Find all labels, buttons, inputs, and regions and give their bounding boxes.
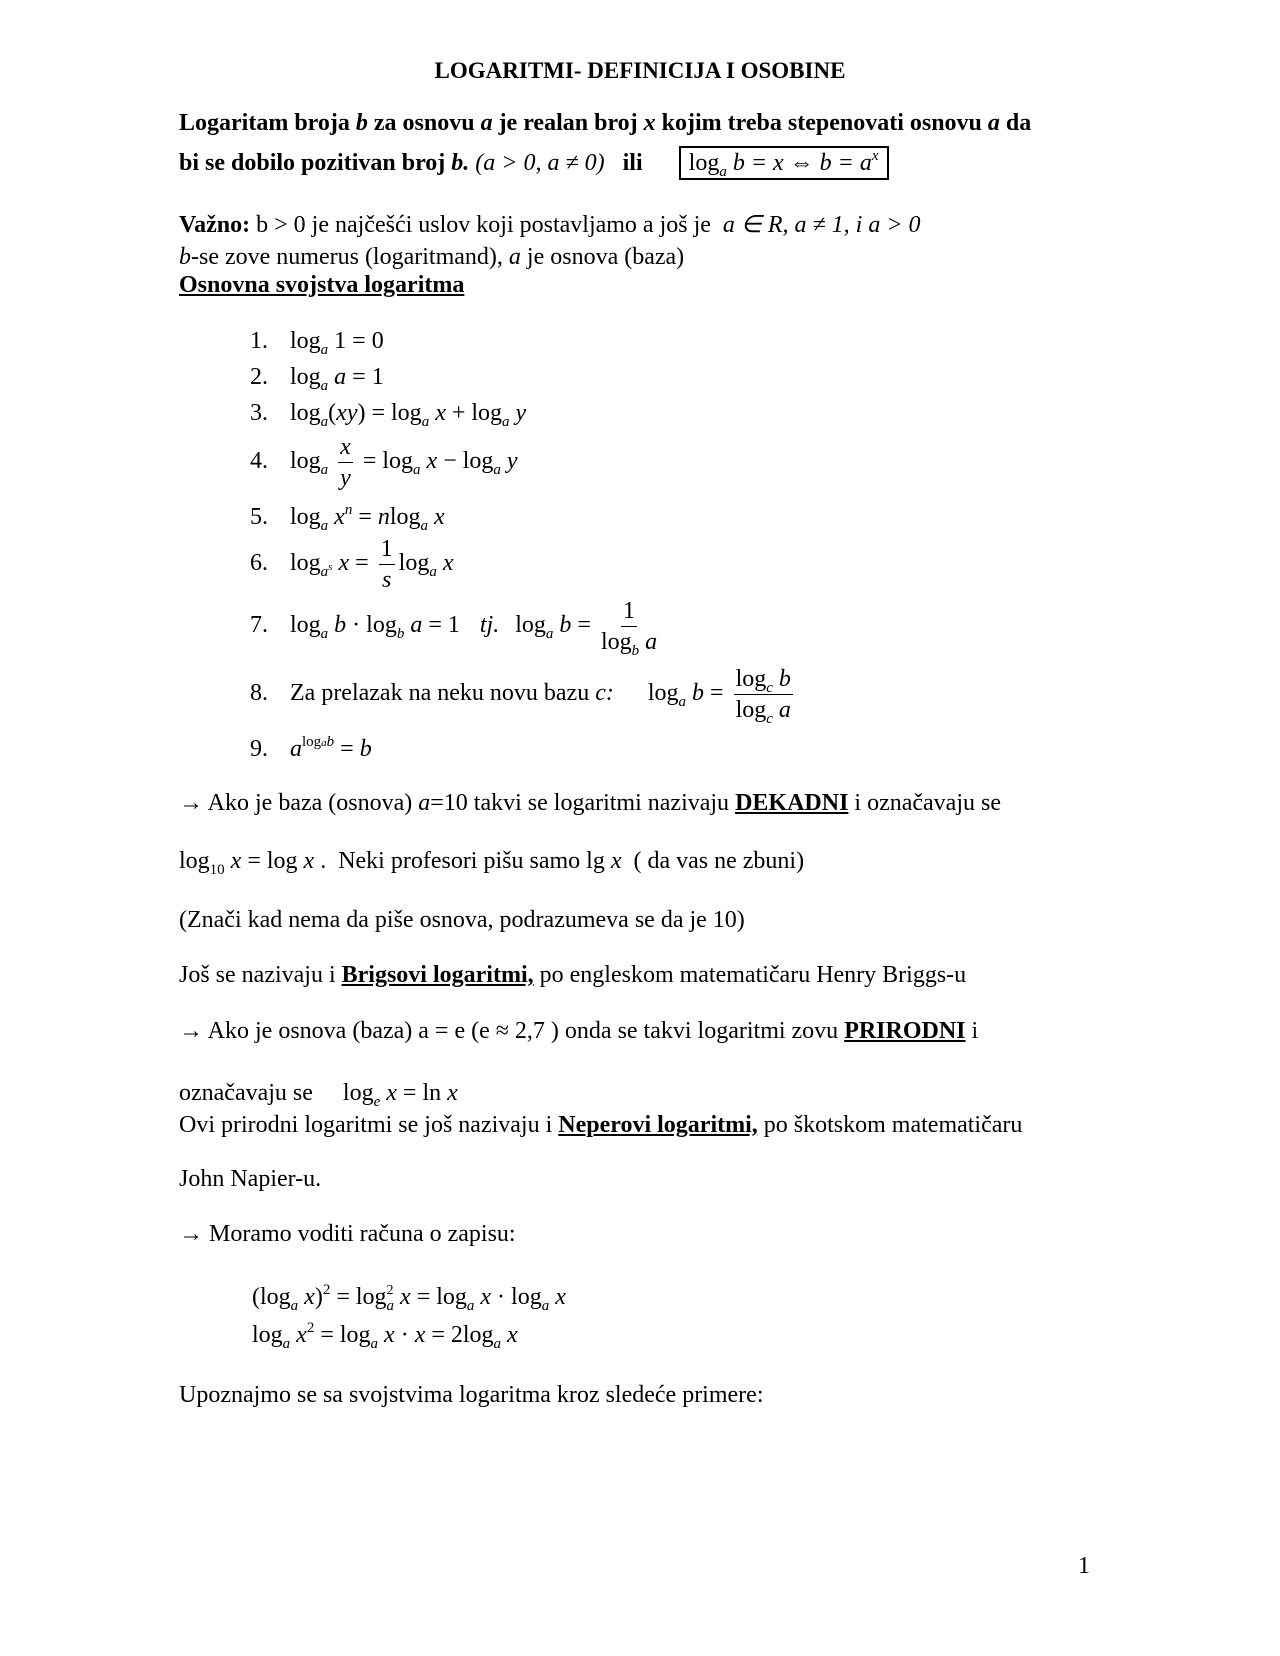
definition-line-2: bi se dobilo pozitivan broj b. (a > 0, a ≠ 0) ili $\log_a b = x$ ⇔ $b = a^x$: [179, 146, 889, 180]
section-heading: Osnovna svojstva logaritma: [179, 272, 465, 298]
dekadni-note: (Znači kad nema da piše osnova, podrazumeva se da je 10): [179, 907, 745, 933]
definition-line-1: Logaritam broja b za osnovu a je realan broj x kojim treba stepenovati osnovu a da: [179, 110, 1032, 136]
dekadni-line-2: $\log_{10} x = \log x$ . Neki profesori pišu samo lg x ( da vas ne zbuni): [179, 848, 805, 878]
vazno-line-2: b-se zove numerus (logaritmand), a je osnova (baza): [179, 244, 685, 270]
property-4: 4. $\log_a$ $\frac{x}{y}$ = $\log_a x - \log_a y$: [250, 434, 518, 491]
property-2: 2. $\log_a a = 1$: [250, 364, 384, 394]
page-number: 1: [1078, 1553, 1090, 1579]
prirodni-line-2: označavaju se $\log_e x = \ln x$: [179, 1080, 458, 1110]
property-6: 6. $\log_{a^s} x$ = $\frac{1}{s}$ $\log_a x$: [250, 536, 454, 593]
definition-boxed-formula: $\log_a b = x$ ⇔ $b = a^x$: [679, 146, 889, 180]
property-7: 7. $\log_a b \cdot \log_b a = 1$ tj. $\log_a b$ = $\frac{1}{\log_b a}$: [250, 598, 658, 659]
notation-formula-2: $\log_a x^2 = \log_a x \cdot x = 2\log_a$ x: [252, 1320, 518, 1352]
briggs-line: Još se nazivaju i Brigsovi logaritmi, po engleskom matematičaru Henry Briggs-u: [179, 962, 967, 988]
property-1: 1. $\log_a 1 = 0$: [250, 328, 384, 358]
dekadni-line-1: → Ako je baza (osnova) a=10 takvi se logaritmi nazivaju DEKADNI i označavaju se: [179, 790, 1001, 816]
napier-line: John Napier-u.: [179, 1166, 322, 1192]
closing-line: Upoznajmo se sa svojstvima logaritma kroz sledeće primere:: [179, 1382, 764, 1408]
prirodni-line-1: → Ako je osnova (baza) a = e (e ≈ 2,7 ) onda se takvi logaritmi zovu PRIRODNI i: [179, 1018, 979, 1044]
notation-formula-1: ($\log_a$ $x)^2 = \log^2_a x = \log_a x \cdot \log_a x$: [252, 1282, 566, 1314]
property-9: 9. $a^{logab} = b$: [250, 734, 372, 762]
notation-line: → Moramo voditi računa o zapisu:: [179, 1221, 516, 1247]
property-3: 3. $\log_a(xy) = \log_a x + \log_a y$: [250, 400, 527, 430]
definition-condition: (a > 0, a ≠ 0): [475, 150, 605, 176]
property-8: 8. Za prelazak na neku novu bazu c: $\log_a b$ = $\frac{\log_c b}{\log_c a}$: [250, 666, 791, 727]
neper-line: Ovi prirodni logaritmi se još nazivaju i Neperovi logaritmi, po škotskom matematičaru: [179, 1112, 1023, 1138]
property-5: 5. $\log_a x^n = nlog_a$ x: [250, 502, 445, 534]
prirodni-keyword: PRIRODNI: [844, 1018, 966, 1044]
page-title: LOGARITMI- DEFINICIJA I OSOBINE: [434, 58, 846, 83]
dekadni-keyword: DEKADNI: [735, 790, 849, 816]
vazno-line-1: Važno: b > 0 je najčešći uslov koji postavljamo a još je a ∈ R, a ≠ 1, i a > 0: [179, 212, 921, 238]
